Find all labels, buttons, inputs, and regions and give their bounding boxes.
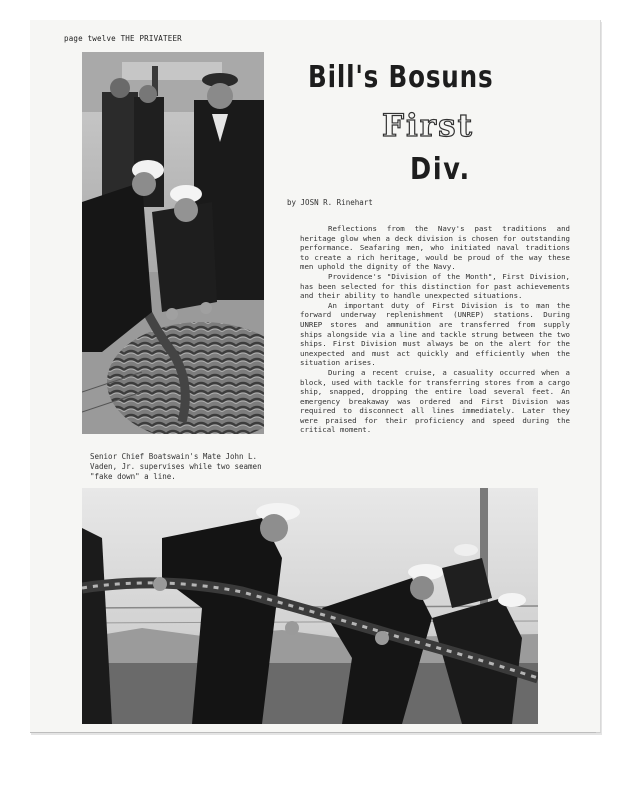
byline: by JOSN R. Rinehart (287, 198, 373, 207)
article-paragraph: An important duty of First Division is to man the forward underway replenishment (UNREP) stations. During UNREP stores and ammunition are transferred from supply ships alongside via a line and tackle strung between the two ships. First Division must always be on the alert for the unexpected and must act quickly and efficiently when the situation arises. (300, 300, 570, 368)
page-header: page twelve THE PRIVATEER (64, 34, 182, 43)
photo-caption: Senior Chief Boatswain's Mate John L. Vaden, Jr. supervises while two seamen "fake down" a line. (90, 452, 262, 481)
title-line-1: Bill's Bosuns (308, 60, 494, 95)
article-body (300, 224, 570, 435)
title-line-2: First (382, 108, 474, 144)
article-paragraph: Providence's "Division of the Month", First Division, has been selected for this distinction for past achievements and their ability to handle unexpected situations. (300, 271, 570, 301)
article-paragraph: Reflections from the Navy's past traditions and heritage glow when a deck division is chosen for outstanding performance. Seafaring men, who initiated naval traditions to create a rich heritage, would be proud of the way these men uphold the dignity of the Navy. (300, 224, 570, 272)
title-line-3: Div. (410, 152, 471, 187)
photo-sailors-faking-line (82, 52, 264, 434)
article-paragraph: During a recent cruise, a casuality occurred when a block, used with tackle for transferring stores from a cargo ship, snapped, dropping the entire load several feet. An emergency breakaway was ordered and First Division was required to disconnect all lines immediately. Later they were praised for their proficiency and speed during the critical moment. (300, 367, 570, 435)
page-edge (30, 726, 596, 733)
photo-sailors-hauling-line (82, 488, 538, 724)
